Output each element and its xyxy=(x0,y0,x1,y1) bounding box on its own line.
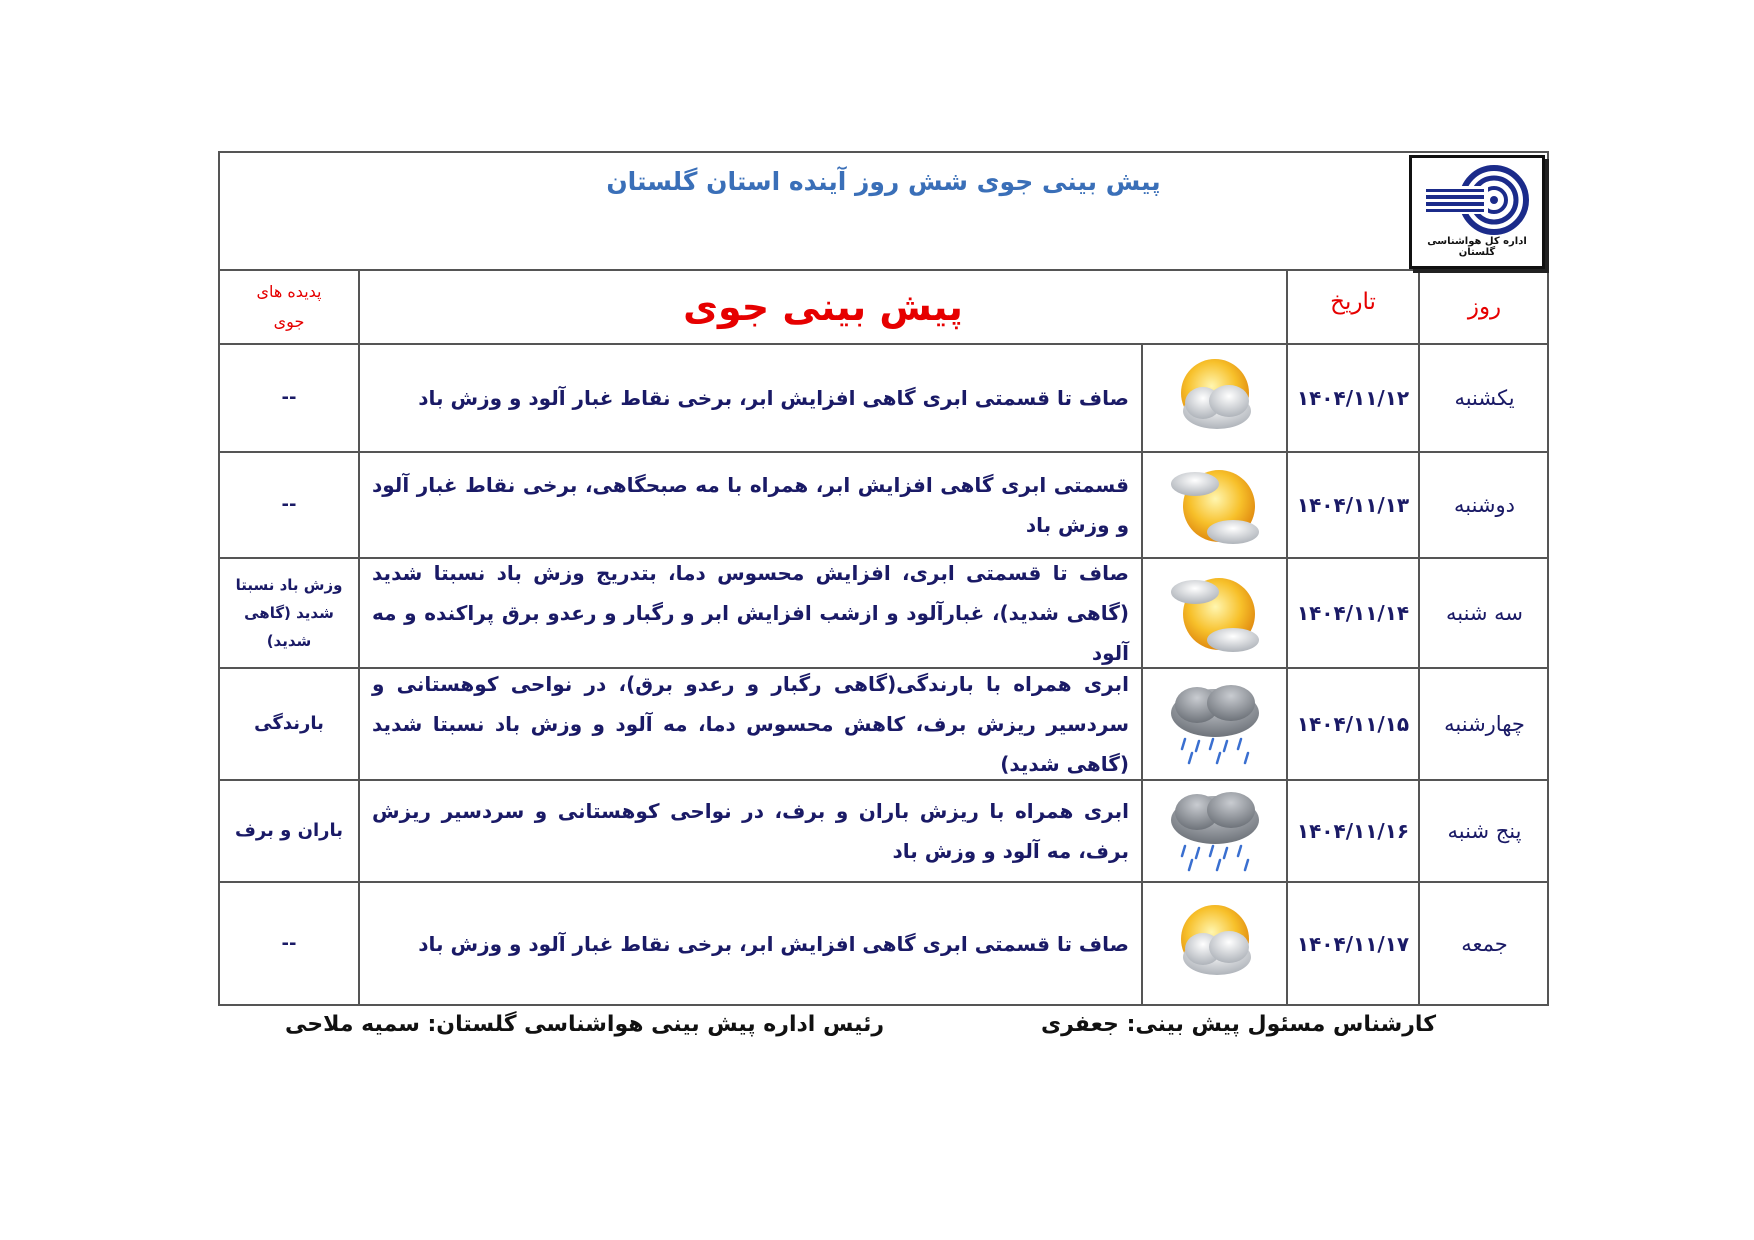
header-forecast: پیش بینی جوی xyxy=(683,285,963,329)
header-day: روز xyxy=(1467,294,1502,320)
row-date: ۱۴۰۴/۱۱/۱۶ xyxy=(1296,819,1410,843)
row-description: ابری همراه با ریزش باران و برف، در نواحی کوهستانی و سردسیر ریزش برف، مه آلود و وزش باد xyxy=(372,799,1129,863)
rain-snow-icon xyxy=(1165,786,1265,876)
row-hazard: بارندگی xyxy=(254,713,324,734)
row-date: ۱۴۰۴/۱۱/۱۲ xyxy=(1296,386,1410,410)
partly-cloudy-icon xyxy=(1165,460,1265,550)
footer-head: رئیس اداره پیش بینی هواشناسی گلستان: سمیه ملاحی xyxy=(285,1012,884,1037)
header-hazard xyxy=(220,271,358,343)
partly-cloudy-icon xyxy=(1165,568,1265,658)
row-description: صاف تا قسمتی ابری گاهی افزایش ابر، برخی نقاط غبار آلود و وزش باد xyxy=(418,931,1129,956)
row-day: پنج شنبه xyxy=(1447,819,1522,843)
logo-caption: اداره کل هواشناسی گلستان xyxy=(1427,236,1527,258)
row-day: جمعه xyxy=(1461,931,1508,956)
row-day: یکشنبه xyxy=(1454,386,1515,410)
row-description: ابری همراه با بارندگی(گاهی رگبار و رعدو برق)، در نواحی کوهستانی و سردسیر ریزش برف، کاهش محسوس دما، مه آلود و وزش باد نسبتا شدید (گاهی شدید) xyxy=(372,672,1129,776)
row-day: چهارشنبه xyxy=(1444,712,1525,736)
row-description: قسمتی ابری گاهی افزایش ابر، همراه با مه صبحگاهی، برخی نقاط غبار آلود و وزش باد xyxy=(372,473,1129,537)
footer-forecaster: کارشناس مسئول پیش بینی: جعفری xyxy=(1040,1012,1436,1037)
row-weather-icon-cell xyxy=(1143,781,1286,881)
row-day: دوشنبه xyxy=(1453,493,1516,517)
forecast-table xyxy=(218,151,1549,1006)
row-hazard: -- xyxy=(281,387,297,408)
row-weather-icon-cell xyxy=(1143,345,1286,451)
logo-spiral-icon xyxy=(1422,164,1532,236)
header-hazard-line2: جوی xyxy=(273,312,305,331)
meteorological-organization-logo xyxy=(1409,155,1545,269)
page-title: پیش بینی جوی شش روز آینده استان گلستان xyxy=(606,167,1161,196)
row-weather-icon-cell xyxy=(1143,453,1286,557)
row-description: صاف تا قسمتی ابری گاهی افزایش ابر، برخی نقاط غبار آلود و وزش باد xyxy=(418,386,1129,410)
row-weather-icon-cell xyxy=(1143,559,1286,667)
row-date: ۱۴۰۴/۱۱/۱۴ xyxy=(1296,601,1410,625)
row-date: ۱۴۰۴/۱۱/۱۵ xyxy=(1296,712,1410,736)
sun-cloud-icon xyxy=(1165,899,1265,989)
row-weather-icon-cell xyxy=(1143,669,1286,779)
row-date: ۱۴۰۴/۱۱/۱۷ xyxy=(1296,931,1410,956)
sun-cloud-icon xyxy=(1165,353,1265,443)
row-description: صاف تا قسمتی ابری، افزایش محسوس دما، بتدریج وزش باد نسبتا شدید (گاهی شدید)، غبارآلود و ازشب افزایش ابر و رگبار و رعدو برق پراکنده و مه آلود xyxy=(372,561,1129,665)
row-hazard: -- xyxy=(281,932,297,954)
row-hazard: -- xyxy=(281,494,297,515)
row-date: ۱۴۰۴/۱۱/۱۳ xyxy=(1296,493,1410,517)
row-day: سه شنبه xyxy=(1445,601,1524,625)
header-date: تاریخ xyxy=(1330,289,1376,315)
row-hazard: باران و برف xyxy=(235,820,343,841)
row-weather-icon-cell xyxy=(1143,883,1286,1004)
rain-snow-icon xyxy=(1165,679,1265,769)
row-hazard: وزش باد نسبتا شدید (گاهی شدید) xyxy=(235,576,343,650)
header-hazard-line1: پدیده های xyxy=(256,282,322,301)
